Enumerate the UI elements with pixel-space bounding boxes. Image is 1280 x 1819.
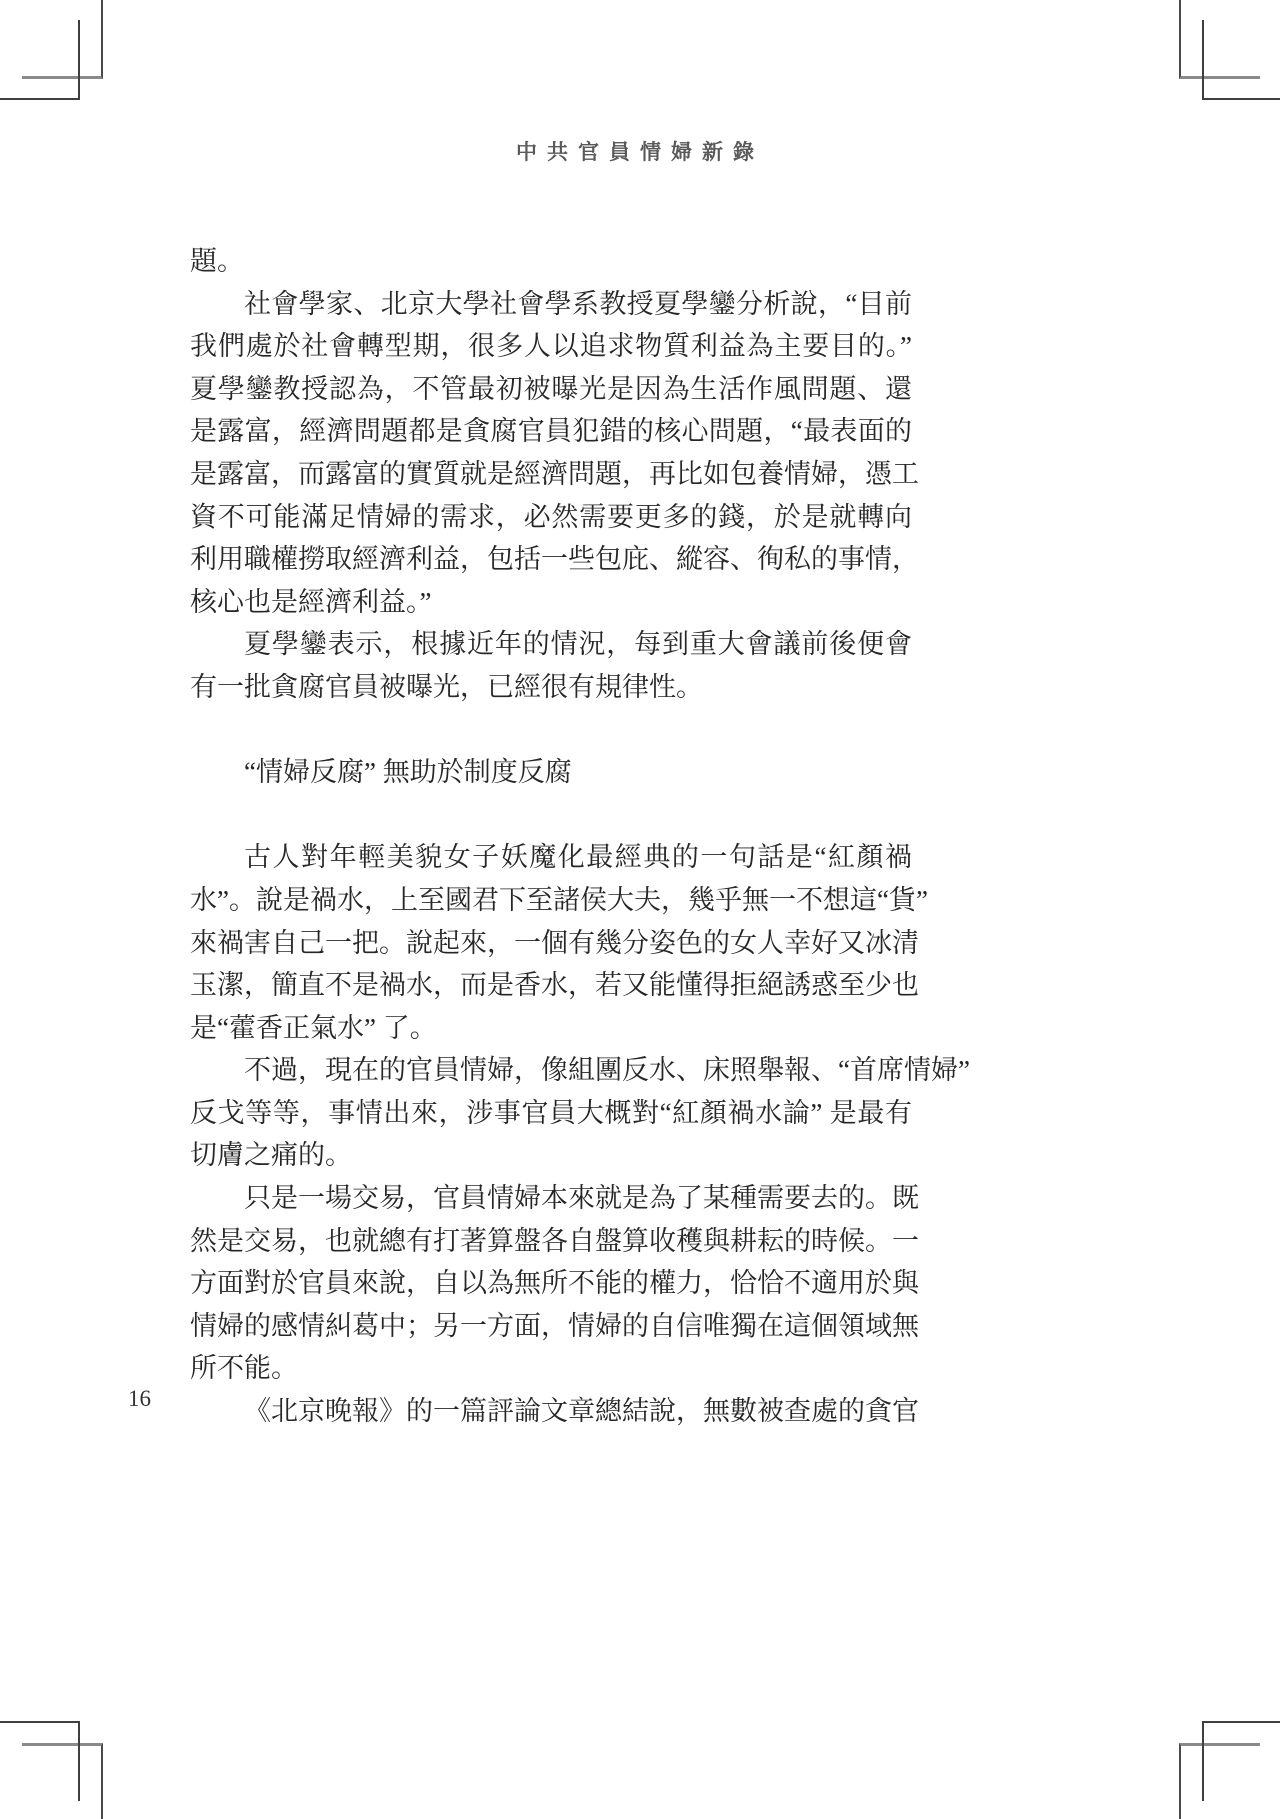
text-line: 是露富，而露富的實質就是經濟問題，再比如包養情婦，憑工 <box>190 458 919 489</box>
section-heading: “情婦反腐” 無助於制度反腐 <box>244 757 572 788</box>
text-line: 夏學鑾教授認為，不管最初被曝光是因為生活作風問題、還 <box>190 373 912 404</box>
crop-mark-bottom-right-inner <box>1202 1721 1280 1801</box>
text-line: 是“藿香正氣水” 了。 <box>190 1012 437 1043</box>
text-line: 然是交易，也就總有打著算盤各自盤算收穫與耕耘的時候。一 <box>190 1225 919 1256</box>
text-line: 核心也是經濟利益。” <box>190 586 432 617</box>
text-line: 《北京晚報》的一篇評論文章總結說，無數被查處的貪官 <box>244 1396 919 1427</box>
text-line: 不過，現在的官員情婦，像組團反水、床照舉報、“首席情婦” <box>244 1055 970 1086</box>
text-line: 我們處於社會轉型期，很多人以追求物質利益為主要目的。” <box>190 331 912 362</box>
text-line: 利用職權撈取經濟利益，包括一些包庇、縱容、徇私的事情， <box>190 544 919 575</box>
text-line: 夏學鑾表示，根據近年的情況，每到重大會議前後便會 <box>244 629 912 660</box>
crop-mark-bottom-left-inner <box>0 1721 80 1801</box>
page-number: 16 <box>128 1386 151 1411</box>
text-line: 玉潔，簡直不是禍水，而是香水，若又能懂得拒絕誘惑至少也 <box>190 970 919 1001</box>
crop-mark-top-left-inner <box>0 20 80 100</box>
text-line: 是露富，經濟問題都是貪腐官員犯錯的核心問題，“最表面的 <box>190 416 912 447</box>
running-head-title: 中共官員情婦新錄 <box>516 141 764 164</box>
text-line: 社會學家、北京大學社會學系教授夏學鑾分析說，“目前 <box>244 288 912 319</box>
crop-mark-top-right-inner <box>1202 20 1280 100</box>
text-column <box>190 240 970 1433</box>
text-line: 所不能。 <box>190 1353 298 1384</box>
text-line: 資不可能滿足情婦的需求，必然需要更多的錢，於是就轉向 <box>190 501 912 532</box>
text-line: 情婦的感情糾葛中；另一方面，情婦的自信唯獨在這個領域無 <box>190 1310 919 1341</box>
text-line: 只是一場交易，官員情婦本來就是為了某種需要去的。既 <box>244 1183 919 1214</box>
text-line: 題。 <box>190 246 244 276</box>
text-line: 反戈等等，事情出來，涉事官員大概對“紅顏禍水論” 是最有 <box>190 1097 912 1128</box>
text-line: 方面對於官員來說，自以為無所不能的權力，恰恰不適用於與 <box>190 1268 919 1299</box>
text-line: 水”。說是禍水，上至國君下至諸侯大夫，幾乎無一不想這“貨” <box>190 884 928 915</box>
text-line: 切膚之痛的。 <box>190 1140 352 1171</box>
text-line: 來禍害自己一把。說起來，一個有幾分姿色的女人幸好又冰清 <box>190 927 919 958</box>
text-line: 古人對年輕美貌女子妖魔化最經典的一句話是“紅顏禍 <box>244 842 912 873</box>
text-line: 有一批貪腐官員被曝光，已經很有規律性。 <box>190 671 703 702</box>
